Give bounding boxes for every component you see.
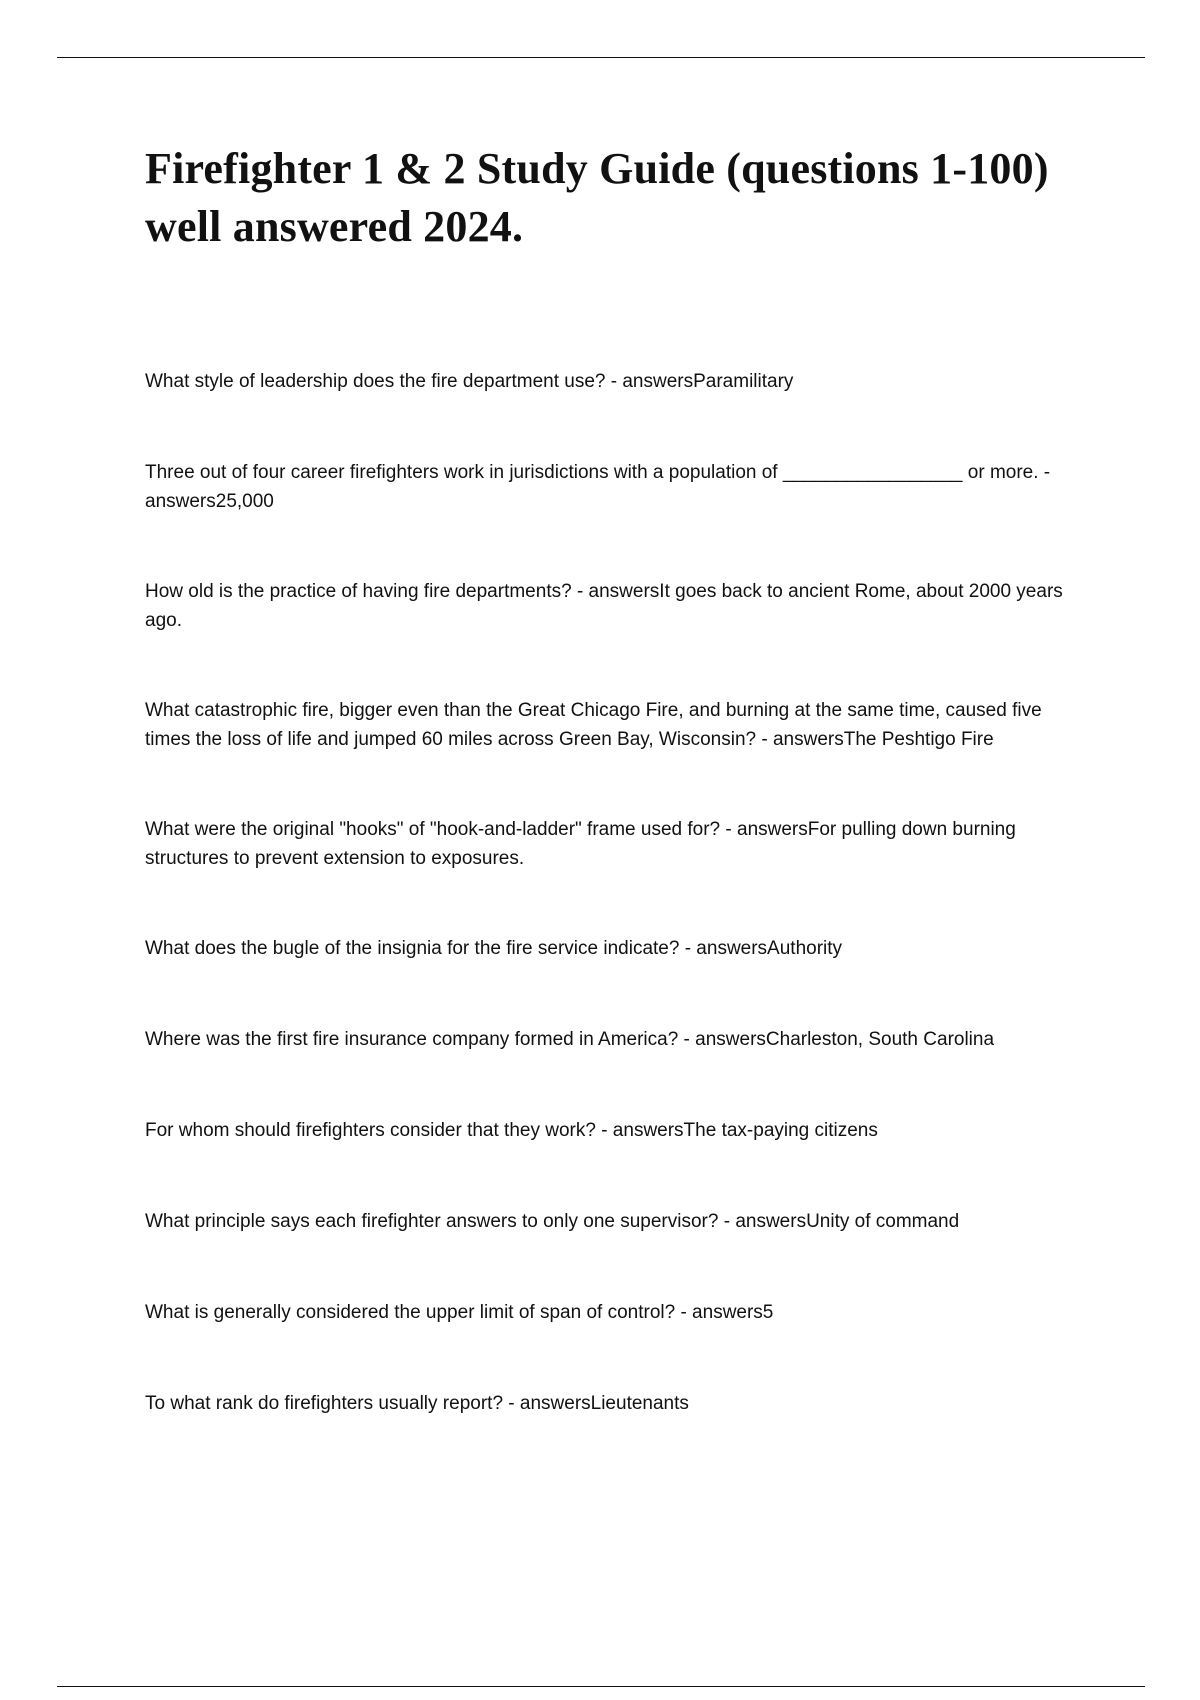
qa-item: To what rank do firefighters usually report? - answersLieutenants	[145, 1393, 689, 1414]
qa-list	[145, 367, 1075, 1418]
qa-item: What is generally considered the upper limit of span of control? - answers5	[145, 1302, 774, 1323]
document-title: Firefighter 1 & 2 Study Guide (questions 1-100) well answered 2024.	[145, 144, 1049, 251]
qa-item: What style of leadership does the fire department use? - answersParamilitary	[145, 371, 794, 392]
qa-item: What principle says each firefighter answers to only one supervisor? - answersUnity of command	[145, 1211, 960, 1232]
qa-item: How old is the practice of having fire departments? - answersIt goes back to ancient Rome, about 2000 years ago.	[145, 581, 1063, 631]
qa-item: Three out of four career firefighters work in jurisdictions with a population of _________________ or more. - answers25,000	[145, 462, 1051, 512]
qa-item: What were the original "hooks" of "hook-and-ladder" frame used for? - answersFor pulling down burning structures to prevent extension to exposures.	[145, 819, 1016, 869]
qa-item: Where was the first fire insurance company formed in America? - answersCharleston, South Carolina	[145, 1029, 995, 1050]
qa-item: What catastrophic fire, bigger even than the Great Chicago Fire, and burning at the same time, caused five times the loss of life and jumped 60 miles across Green Bay, Wisconsin? - answersThe Peshtigo Fire	[145, 700, 1042, 750]
qa-item: For whom should firefighters consider that they work? - answersThe tax-paying citizens	[145, 1120, 878, 1141]
qa-item: What does the bugle of the insignia for the fire service indicate? - answersAuthority	[145, 938, 843, 959]
bottom-rule	[57, 1686, 1145, 1687]
page-content	[145, 140, 1075, 1418]
top-rule	[57, 57, 1145, 58]
